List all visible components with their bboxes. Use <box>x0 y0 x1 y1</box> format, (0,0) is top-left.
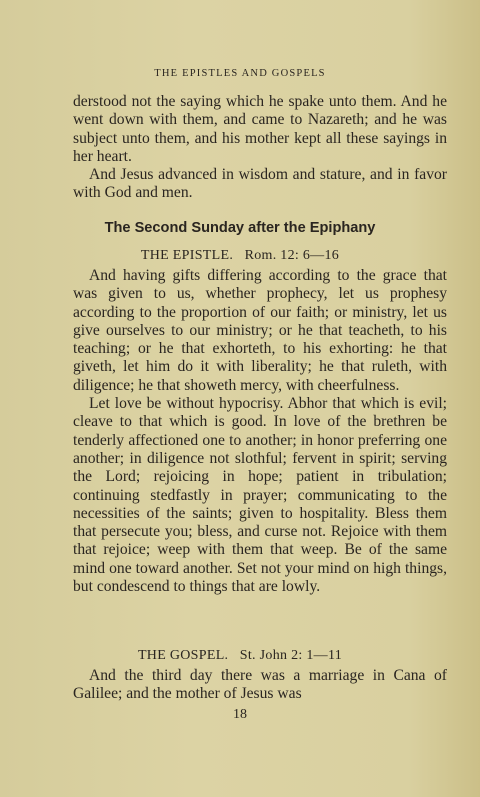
epistle-reference: Rom. 12: 6—16 <box>244 248 340 263</box>
paragraph: derstood not the saying which he spake unto them. And he went down with them, and came to Nazareth; and he was subject unto them, and his mother kept all these sayings in her heart. <box>73 93 447 165</box>
epistle-text <box>73 267 447 596</box>
epistle-label: THE EPISTLE. <box>140 248 234 263</box>
page-number: 18 <box>233 707 247 722</box>
gospel-label: THE GOSPEL. <box>137 648 229 663</box>
gospel-reference: St. John 2: 1—11 <box>239 648 343 663</box>
paragraph: And the third day there was a marriage in Cana of Galilee; and the mother of Jesus was <box>73 667 447 703</box>
section-title: The Second Sunday after the Epiphany <box>104 220 376 236</box>
paragraph: And Jesus advanced in wisdom and stature, and in favor with God and men. <box>73 166 447 202</box>
gospel-heading <box>0 648 480 664</box>
gospel-text <box>73 667 447 704</box>
running-head: THE EPISTLES AND GOSPELS <box>154 68 326 79</box>
paragraph: And having gifts differing according to the grace that was given to us, whether prophecy, let us prophesy according to the proportion of our faith; or ministry, let us give ourselves to our ministry; or he that teacheth, to his teaching; or he that exhorteth, to his exhorting: he that giveth, let him do it with liberality; he that ruleth, with diligence; he that showeth mercy, with cheerfulness. <box>73 267 447 394</box>
continuation-text <box>73 93 447 203</box>
epistle-heading <box>0 248 480 264</box>
paragraph: Let love be without hypocrisy. Abhor that which is evil; cleave to that which is good. In love of the brethren be tenderly affectioned one to another; in honor preferring one another; in diligence not slothful; fervent in spirit; serving the Lord; rejoicing in hope; patient in tribulation; continuing stedfastly in prayer; communicating to the necessities of the saints; given to hospitality. Bless them that persecute you; bless, and curse not. Rejoice with them that rejoice; weep with them that weep. Be of the same mind one toward another. Set not your mind on high things, but condescend to things that are lowly. <box>73 395 447 596</box>
